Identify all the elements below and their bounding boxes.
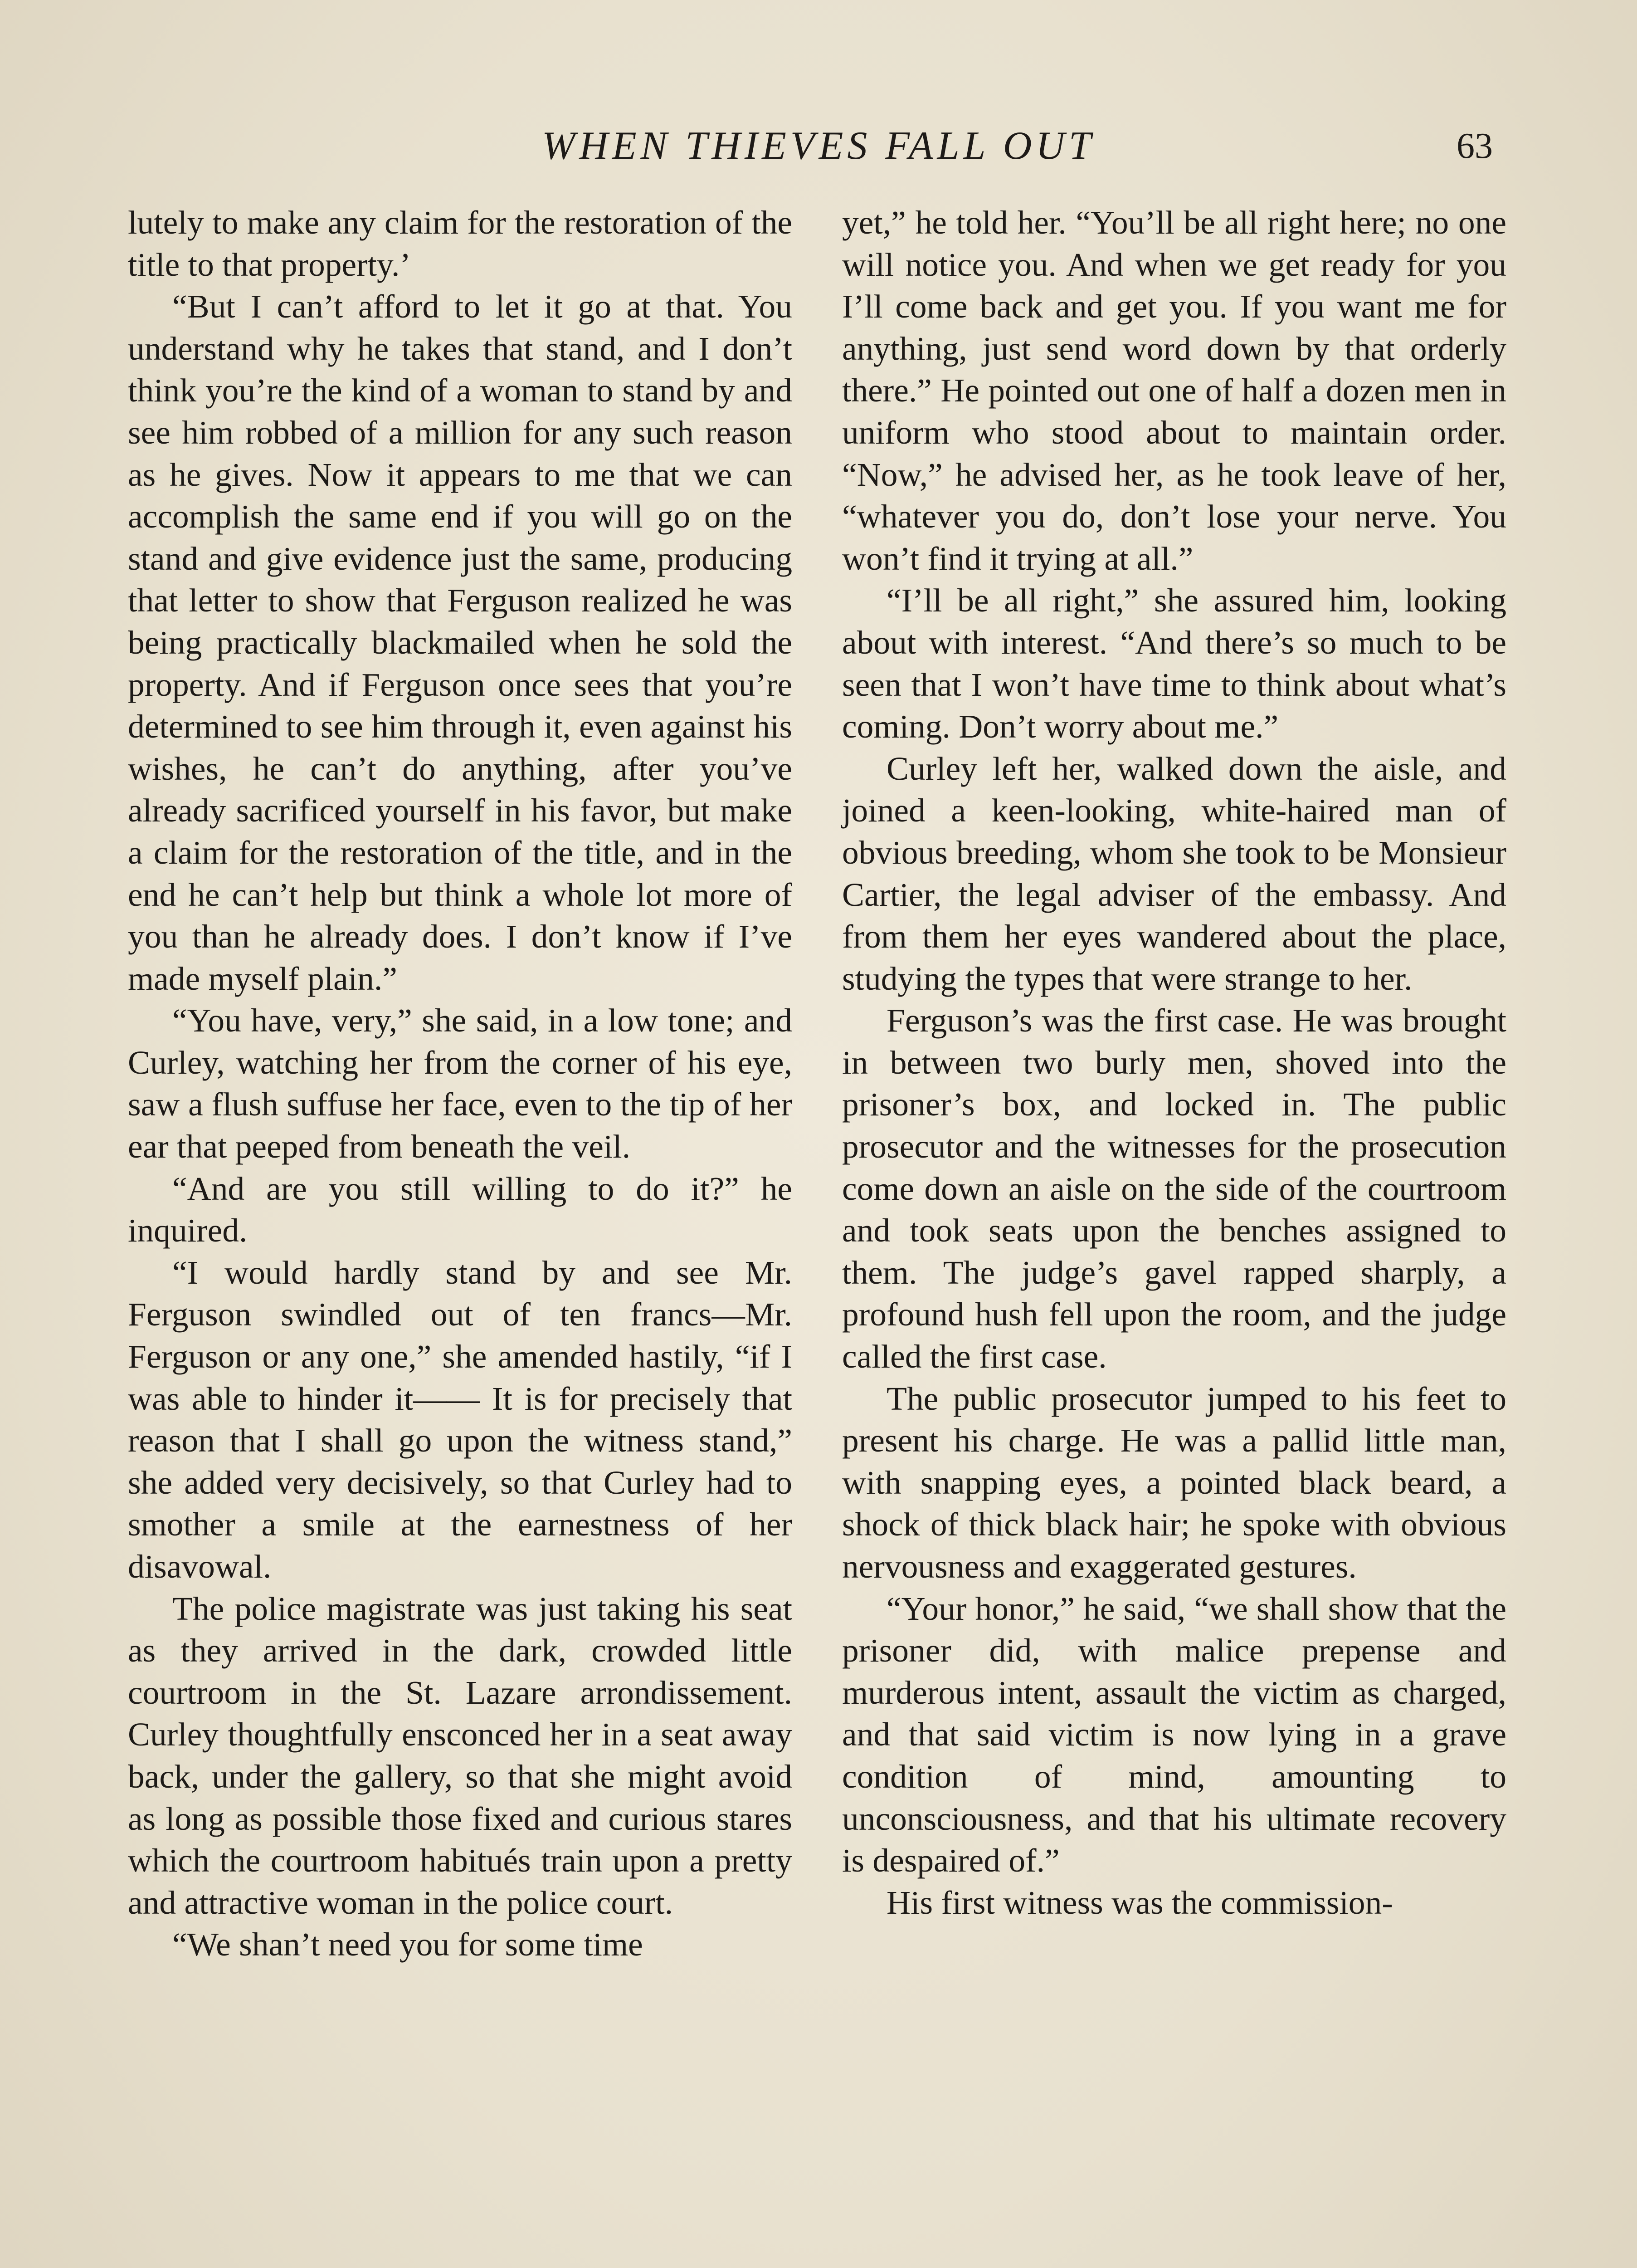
left-column [128, 202, 792, 1966]
paragraph: yet,” he told her. “You’ll be all right here; no one will notice you. And when we get ready for you I’ll come back and get you. If you want me for anything, just send word down by that orderly there.” He pointed out one of half a dozen men in uniform who stood about to maintain order. “Now,” he advised her, as he took leave of her, “whatever you do, don’t lose your nerve. You won’t find it trying at all.” [842, 204, 1506, 577]
paragraph: “And are you still willing to do it?” he inquired. [128, 1170, 792, 1249]
paragraph: “But I can’t afford to let it go at that. You understand why he takes that stand, and I don’t think you’re the kind of a woman to stand by and see him robbed of a million for any such reason as he gives. Now it appears to me that we can accomplish the same end if you will go on the stand and give evidence just the same, producing that letter to show that Ferguson realized he was being practically blackmailed when he sold the property. And if Ferguson once sees that you’re determined to see him through it, even against his wishes, he can’t do anything, after you’ve already sacrificed yourself in his favor, but make a claim for the restoration of the title, and in the end he can’t help but think a whole lot more of you than he already does. I don’t know if I’ve made myself plain.” [128, 288, 792, 997]
paragraph: Ferguson’s was the first case. He was brought in between two burly men, shoved into the prisoner’s box, and locked in. The public prosecutor and the witnesses for the prosecution come down an aisle on the side of the courtroom and took seats upon the benches assigned to them. The judge’s gavel rapped sharply, a profound hush fell upon the room, and the judge called the first case. [842, 1002, 1506, 1375]
paragraph: “We shan’t need you for some time [172, 1926, 643, 1963]
page-number: 63 [1457, 126, 1493, 166]
right-column [842, 202, 1506, 1924]
paragraph: “You have, very,” she said, in a low tone; and Curley, watching her from the corner of his eye, saw a flush suffuse her face, even to the tip of her ear that peeped from beneath the veil. [128, 1002, 792, 1165]
paragraph: “I would hardly stand by and see Mr. Ferguson swindled out of ten francs—Mr. Ferguson or any one,” she amended hastily, “if I was able to hinder it—— It is for precisely that reason that I shall go upon the witness stand,” she added very decisively, so that Curley had to smother a smile at the earnestness of her disavowal. [128, 1254, 792, 1585]
running-head [0, 119, 1637, 173]
paragraph: Curley left her, walked down the aisle, and joined a keen-looking, white-haired man of obvious breeding, whom she took to be Monsieur Cartier, the legal adviser of the embassy. And from them her eyes wandered about the place, studying the types that were strange to her. [842, 750, 1506, 997]
paragraph: The police magistrate was just taking his seat as they arrived in the dark, crowded little courtroom in the St. Lazare arrondissement. Curley thoughtfully ensconced her in a seat away back, under the gallery, so that she might avoid as long as possible those fixed and curious stares which the courtroom habitués train upon a pretty and attractive woman in the police court. [128, 1590, 792, 1921]
paragraph: “I’ll be all right,” she assured him, looking about with interest. “And there’s so much to be seen that I won’t have time to think about what’s coming. Don’t worry about me.” [842, 582, 1506, 745]
paragraph: lutely to make any claim for the restoration of the title to that property.’ [128, 204, 792, 283]
paragraph: “Your honor,” he said, “we shall show that the prisoner did, with malice prepense and murderous intent, assault the victim as charged, and that said victim is now lying in a grave condition of mind, amounting to unconsciousness, and that his ultimate recovery is despaired of.” [842, 1590, 1506, 1879]
paragraph: The public prosecutor jumped to his feet to present his charge. He was a pallid little man, with snapping eyes, a pointed black beard, a shock of thick black hair; he spoke with obvious nervousness and exaggerated gestures. [842, 1380, 1506, 1585]
paragraph: His first witness was the commission- [887, 1884, 1393, 1921]
running-title: WHEN THIEVES FALL OUT [542, 124, 1095, 168]
